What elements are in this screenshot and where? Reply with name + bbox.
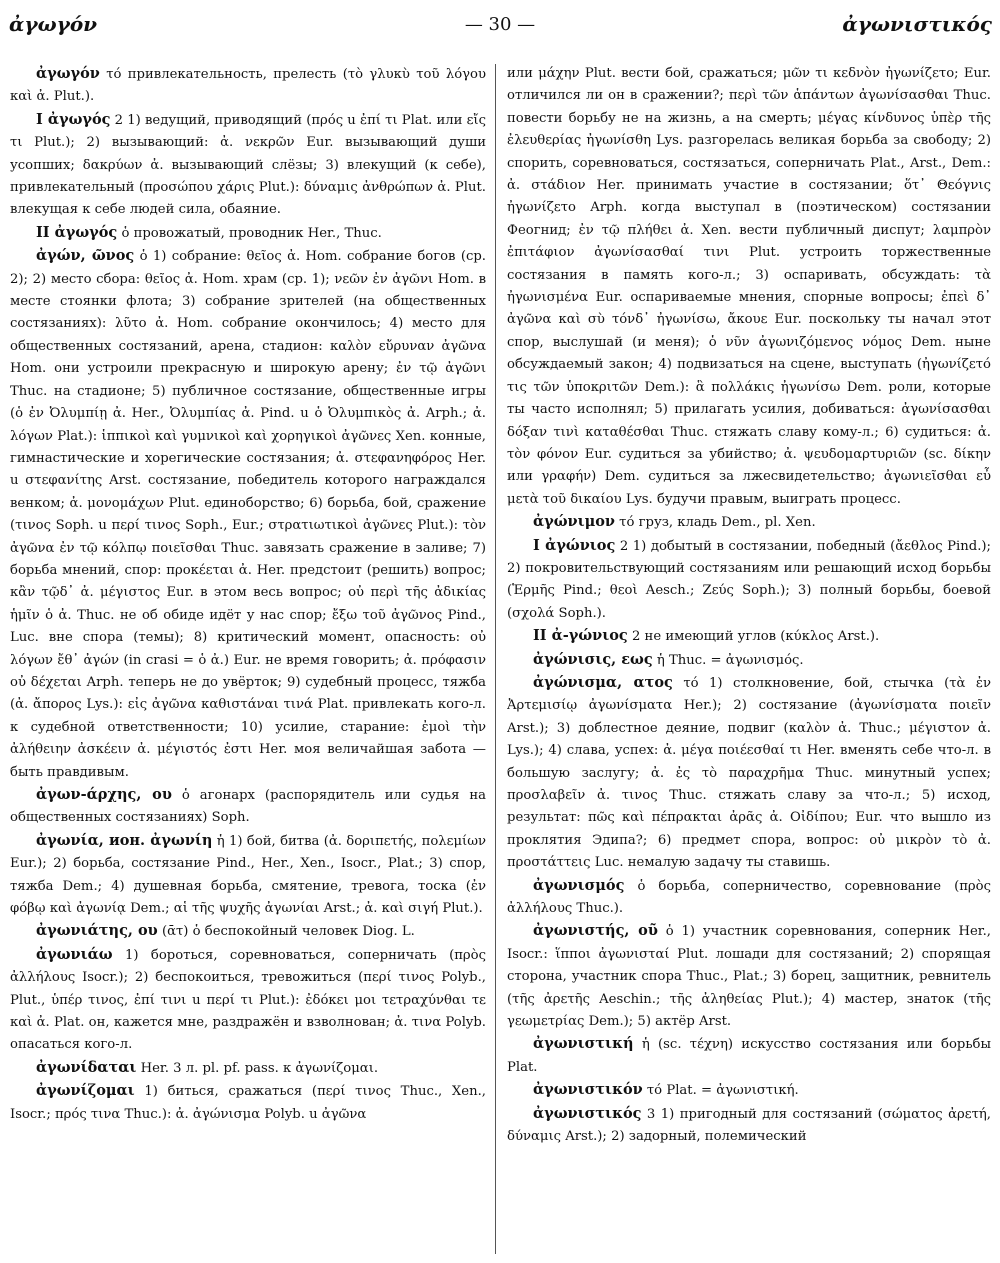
entry-definition: ὁ провожатый, проводник Her., Thuc. <box>121 225 382 241</box>
dictionary-entry <box>10 1057 486 1080</box>
dictionary-entry <box>10 222 486 245</box>
dictionary-entry <box>507 875 991 921</box>
entry-headword: ἀγωνιστικόν <box>533 1081 643 1099</box>
dictionary-entry <box>10 944 486 1057</box>
entry-definition: 1) биться, сражаться (περί τινος Thuc., Xen., Isocr.; πρός τινα Thuc.): ἀ. ἀγώνισμα Polyb. u ἀγῶνα <box>10 1084 486 1122</box>
entry-definition: ὁ борьба, соперничество, соревнование (πρὸς ἀλλήλους Thuc.). <box>507 878 991 917</box>
dictionary-entry <box>10 1080 486 1126</box>
entry-headword: ἀγών, ῶνος <box>36 247 135 265</box>
entry-headword: ἀγωνισμός <box>533 876 625 894</box>
dictionary-entry <box>10 109 486 222</box>
page-number: — 30 — <box>464 14 536 35</box>
dictionary-entry <box>10 920 486 943</box>
entry-headword: I ἀγωγός <box>36 110 111 128</box>
entry-definition: ὁ 1) участник соревнования, соперник Her., Isocr.: ἵπποι ἀγωνισταί Plut. лошади для состязаний; 2) спорящая сторона, участник спора Thuc., Plat.; 3) борец, защитник, ревнитель (τῆς ἀρετῆς Aeschin.; τῆς ἀληθείας Plut.); 4) мастер, знаток (τῆς γεωμετρίας Dem.); 5) актёр Arst. <box>507 924 991 1030</box>
entry-headword: ἀγωγόν <box>36 65 100 82</box>
entry-definition: 2 не имеющий углов (κύκλος Arst.). <box>631 629 880 645</box>
dictionary-entry <box>507 649 991 672</box>
column-divider <box>495 64 496 1254</box>
entry-headword: ἀγωνίζομαι <box>36 1082 135 1100</box>
entry-headword: ἀγωνιστής, οῦ <box>533 922 658 940</box>
dictionary-entry <box>507 535 991 626</box>
dictionary-entry <box>507 63 991 511</box>
dictionary-entry <box>10 830 486 921</box>
dictionary-entry <box>507 511 991 534</box>
entry-definition: 2 1) добытый в состязании, победный (ἄεθλος Pind.); 2) покровительствующий состязаниям или решающий исход борьбы (Ἑρμῆς Pind.; θεοὶ Aesch.; Ζεύς Soph.); 3) полный борьбы, боевой (σχολά Soph.). <box>507 538 991 621</box>
entry-headword: I ἀγώνιος <box>533 536 616 554</box>
right-column <box>507 63 991 1258</box>
entry-definition: Her. 3 л. pl. pf. pass. к ἀγωνίζομαι. <box>140 1060 379 1076</box>
entry-definition: τό 1) столкновение, бой, стычка (τὰ ἐν Ἀρτεμισίῳ ἀγωνίσματα Her.); 2) состязание (ἀγωνίσματα ποιεῖν Arst.); 3) доблестное деяние, подвиг (καλὸν ἀ. Thuc.; μέγιστον ἀ. Lys.); 4) слава, успех: ἀ. μέγα ποιέεσθαί τι Her. вменять себе что-л. в большую заслугу; ἀ. ἐς τὸ παραχρῆμα Thuc. минутный успех; προσλαβεῖν ἀ. τινος Thuc. стяжать славу за что-л.; 5) исход, результат: πῶς καὶ πέπρακται ἀρᾶς ἀ. Οἰδίπου; Eur. что вышло из проклятия Эдипа?; 6) предмет спора, вопрос: οὐ μικρὸν τὸ ἀ. προστάττεις Luc. немалую задачу ты ставишь. <box>507 675 991 871</box>
entry-headword: II ἀγωγός <box>36 223 118 241</box>
entry-headword: ἀγώνισις, εως <box>533 650 653 668</box>
entry-headword: II ἀ-γώνιος <box>533 627 628 645</box>
dictionary-entry <box>507 672 991 875</box>
header-right-guide-word: ἀγωνιστικός <box>842 12 992 36</box>
entry-headword: ἀγωνιάτης, ου <box>36 922 158 940</box>
entry-definition: 2 1) ведущий, приводящий (πρός u ἐπί τι Plat. или εἴς τι Plut.); 2) вызывающий: ἀ. νεκρῶν Eur. вызывающий души усопших; δακρύων ἀ. вызывающий слёзы; 3) влекущий (к себе), привлекательный (προσώπου χάρις Plut.): δύναμις ἀνθρώπων ἀ. Plut. влекущая к себе людей сила, обаяние. <box>10 112 486 218</box>
entry-definition: ὁ 1) собрание: θεῖος ἀ. Hom. собрание богов (ср. 2); 2) место сбора: θεῖος ἀ. Hom. храм (ср. 1); νεῶν ἐν ἀγῶνι Hom. в месте стоянки флота; 3) собрание зрителей (на общественных состязаниях): λῦτο ἀ. Hom. собрание окончилось; 4) место для общественных состязаний, арена, стадион: καλὸν εὔρυναν ἀγῶνα Hom. они устроили прекрасную и широкую арену; ἐν τῷ ἀγῶνι Thuc. на стадионе; 5) публичное состязание, общественные игры (ὁ ἐν Ὀλυμπίῃ ἀ. Her., Ὀλυμπίας ἀ. Pind. u ὁ Ὀλυμπικὸς ἀ. Arph.; ἀ. λόγων Plat.): ἱππικοὶ καὶ γυμνικοὶ καὶ χορηγικοὶ ἀγῶνες Xen. конные, гимнастические и хорегические состязания; ἀ. στεφανηφόρος Her. u στεφανίτης Arst. состязание, победитель которого награждался венком; ἀ. μονομάχων Plut. единоборство; 6) борьба, бой, сражение (τινος Soph. u περί τινος Soph., Eur.; στρατιωτικοὶ ἀγῶνες Plut.): τὸν ἀγῶνα ἐν τῷ κόλπῳ ποιεῖσθαι Thuc. завязать сражение в заливе; 7) борьба мнений, спор: προκέεται ἀ. Her. предстоит (решить) вопрос; κἂν τῷδ᾽ ἀ. μέγιστος Eur. в этом весь вопрос; οὐ περὶ τῆς ἀδικίας ἡμῖν ὁ ἀ. Thuc. не об обиде идёт у нас спор; ἔξω τοῦ ἀγῶνος Pind., Luc. вне спора (темы); 8) критический момент, опасность: οὐ λόγων ἔθ᾽ ἀγών (in crasi = ὁ ἀ.) Eur. не время говорить; ἀ. πρόφασιν οὐ δέχεται Arph. теперь не до увёрток; 9) судебный процесс, тяжба (ἀ. ἄπορος Lys.): εἰς ἀγῶνα καθιστάναι τινά Plat. привлекать кого-л. к судебной ответственности; 10) усилие, старание: ἐμοὶ τὴν ἀλήθειην ἀσκέειν ἀ. μέγιστός ἐστι Her. моя величайшая забота — быть правдивым. <box>10 249 486 780</box>
left-column <box>10 63 486 1258</box>
dictionary-entry <box>10 63 486 109</box>
dictionary-entry <box>507 1033 991 1079</box>
entry-headword: ἀγωνιστικός <box>533 1104 642 1122</box>
dictionary-entry <box>10 784 486 830</box>
entry-definition: ἡ (sc. τέχνη) искусство состязания или борьбы Plat. <box>507 1037 991 1075</box>
entry-definition: τό привлекательность, прелесть (τὸ γλυκὺ τοῦ λόγου καὶ ἀ. Plut.). <box>10 67 486 105</box>
entry-definition: или μάχην Plut. вести бой, сражаться; μῶν τι κεδνὸν ἠγωνίζετο; Eur. отличился ли он в сражении?; περὶ τῶν ἁπάντων ἀγωνίσασθαι Thuc. повести борьбу не на жизнь, а на смерть; μέγας κίνδυνος ὑπὲρ τῆς ἐλευθερίας ἠγωνίσθη Lys. разгорелась великая борьба за свободу; 2) спорить, соревноваться, состязаться, соперничать Plat., Arst., Dem.: ἀ. στάδιον Her. принимать участие в состязании; ὅτ᾽ Θεόγνις ἠγωνίζετο Arph. когда выступал в (поэтическом) состязании Феогнид; ἐν τῷ πλήθει ἀ. Xen. вести публичный диспут; λαμπρὸν ἐπιτάφιον ἀγωνίσασθαί τινι Plut. устроить торжественные состязания в память кого-л.; 3) оспаривать, обсуждать: τὰ ἠγωνισμένα Eur. оспариваемые мнения, спорные вопросы; ἐπεὶ δ᾽ ἀγῶνα καὶ σὺ τόνδ᾽ ἠγωνίσω, ἄκουε Eur. поскольку ты начал этот спор, выслушай (и меня); ὁ νῦν ἀγωνιζόμενος νόμος Dem. ныне обсуждаемый закон; 4) подвизаться на сцене, выступать (ἠγωνίζετό τις τῶν ὑποκριτῶν Dem.): ἃ πολλάκις ἠγωνίσω Dem. роли, которые ты часто исполнял; 5) прилагать усилия, добиваться: ἀγωνίσασθαι δόξαν τινὶ καταθέσθαι Thuc. стяжать славу кому-л.; 6) судиться: ἀ. τὸν φόνον Eur. судиться за убийство; ἀ. ψευδομαρτυριῶν (sc. δίκην или γραφήν) Dem. судиться за лжесвидетельство; ἀγωνιεῖσθαι εὖ μετὰ τοῦ δικαίου Lys. будучи правым, выиграть процесс. <box>507 66 991 507</box>
entry-definition: τό груз, кладь Dem., pl. Xen. <box>619 515 816 531</box>
header-left-guide-word: ἀγωγόν <box>9 12 98 36</box>
entry-definition: ἡ 1) бой, битва (ἀ. δοριπετής, πολεμίων Eur.); 2) борьба, состязание Pind., Her., Xen., Isocr., Plat.; 3) спор, тяжба Dem.; 4) душевная борьба, смятение, тревога, тоска (ἐν φόβῳ καὶ ἀγωνίᾳ Dem.; αἱ τῆς ψυχῆς ἀγωνίαι Arst.; ἀ. καὶ σιγή Plut.). <box>10 833 486 917</box>
entry-headword: ἀγων-άρχης, ου <box>36 786 172 803</box>
entry-definition: ἡ Thuc. = ἀγωνισμός. <box>656 652 804 668</box>
entry-definition: ὁ агонарх (распорядитель или судья на общественных состязаниях) Soph. <box>10 788 486 826</box>
dictionary-entry <box>507 1103 991 1149</box>
entry-headword: ἀγώνιμον <box>533 513 615 531</box>
entry-definition: 1) бороться, соревноваться, соперничать (πρὸς ἀλλήλους Isocr.); 2) беспокоиться, тревожиться (περί τινος Polyb., Plut., ὑπέρ τινος, ἐπί τινι u περί τι Plut.): ἐδόκει μοι τετραχύνθαι τε καὶ ἀ. Plat. он, кажется мне, раздражён и взволнован; ἀ. τινα Polyb. опасаться кого-л. <box>10 947 486 1053</box>
entry-headword: ἀγωνιστική <box>533 1035 634 1053</box>
dictionary-entry <box>10 245 486 784</box>
dictionary-entry <box>507 1079 991 1102</box>
entry-headword: ἀγωνίδαται <box>36 1058 137 1076</box>
entry-headword: ἀγωνιάω <box>36 945 113 963</box>
dictionary-entry <box>507 920 991 1033</box>
dictionary-entry <box>507 625 991 648</box>
entry-headword: ἀγώνισμα, ατος <box>533 673 673 691</box>
entry-definition: τό Plat. = ἀγωνιστική. <box>646 1083 799 1099</box>
page-header <box>0 12 1000 46</box>
entry-definition: (ᾱτ) ὁ беспокойный человек Diog. L. <box>161 924 415 940</box>
entry-headword: ἀγωνία, ион. ἀγωνίη <box>36 831 213 849</box>
entry-definition: 3 1) пригодный для состязаний (σώματος ἀρετή, δύναμις Arst.); 2) задорный, полемический <box>507 1106 991 1145</box>
